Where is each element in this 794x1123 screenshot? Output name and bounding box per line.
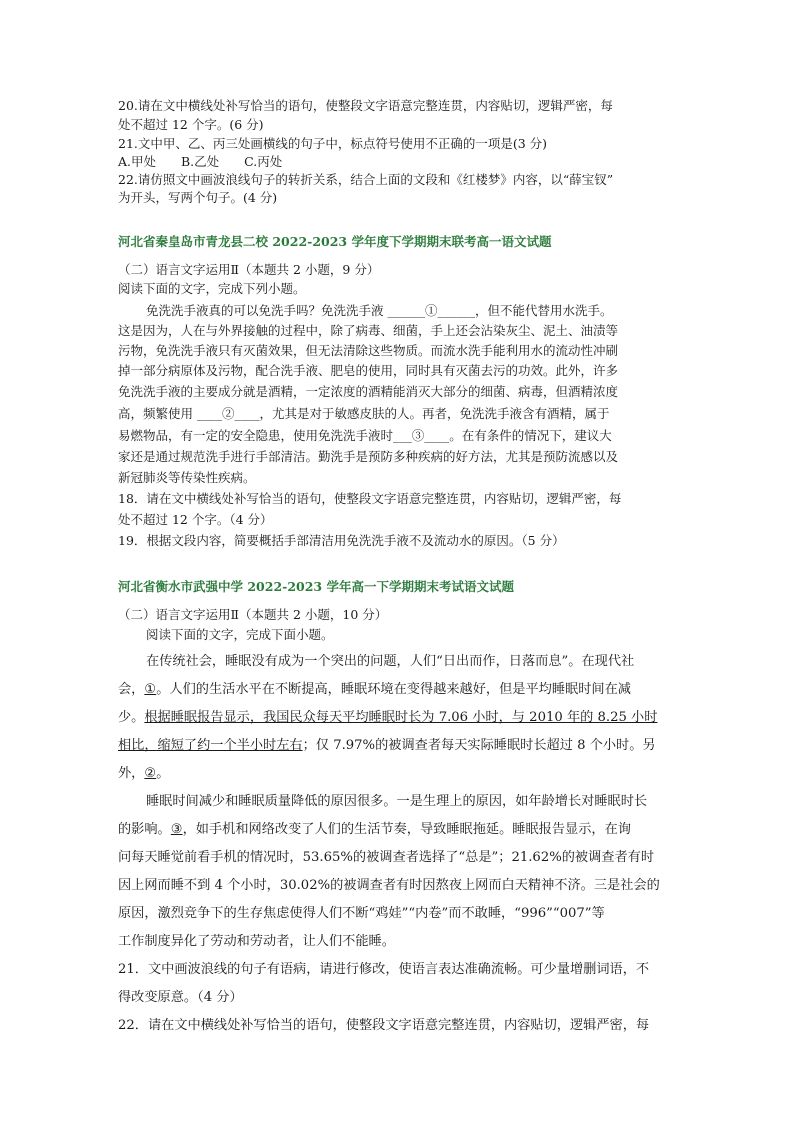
passage-line: 原因，激烈竞争下的生存焦虑使得人们不断“鸡娃”“内卷”而不敢睡，“996”“007”等: [118, 906, 605, 921]
question-20-line-1: 20.请在文中横线处补写恰当的语句，使整段文字语意完整连贯，内容贴切，逻辑严密，每: [118, 98, 613, 113]
passage-line: 新冠肺炎等传染性疾病。: [118, 470, 256, 485]
question-19: 19．根据文段内容，简要概括手部清洁用免洗洗手液不及流动水的原因。（5 分）: [118, 533, 565, 548]
exam-title-qinhuangdao: 河北省秦皇岛市青龙县二校 2022-2023 学年度下学期期末联考高一语文试题: [118, 234, 552, 249]
exam-title-hengshui: 河北省衡水市武强中学 2022-2023 学年高一下学期期末考试语文试题: [118, 579, 514, 594]
blank-2: ②: [144, 766, 157, 781]
passage-line: 家还是通过规范洗手进行手部清洁。勤洗手是预防多种疾病的好方法，尤其是预防流感以及: [118, 449, 619, 464]
question-20-line-2: 处不超过 12 个字。(6 分): [118, 117, 264, 132]
passage-line: 问每天睡觉前看手机的情况时，53.65%的被调查者选择了“总是”；21.62%的被调查者有时: [118, 850, 655, 865]
question-22-line-1: 22.请仿照文中画波浪线句子的转折关系，结合上面的文段和《红楼梦》内容，以“薛宝钗”: [118, 172, 614, 187]
passage-line: 高，频繁使用 ____②____，尤其是对于敏感皮肤的人。再者，免洗洗手液含有酒精，属于: [118, 406, 610, 421]
passage-line: 外，②。: [118, 764, 169, 784]
passage-line: 污物，免洗洗手液只有灭菌效果，但无法清除这些物质。而流水洗手能利用水的流动性冲刷: [118, 343, 619, 358]
passage-line: 掉一部分病原体及污物，配合洗手液、肥皂的使用，同时具有灭菌去污的功效。此外，许多: [118, 363, 619, 378]
passage-line: 睡眠时间减少和睡眠质量降低的原因很多。一是生理上的原因，如年龄增长对睡眠时长: [146, 794, 648, 809]
question-21-options: A.甲处 B.乙处 C.丙处: [118, 154, 283, 169]
passage-line: 会，①。人们的生活水平在不断提高，睡眠环境在变得越来越好，但是平均睡眠时间在减: [118, 680, 631, 700]
passage-line: 免洗洗手液的主要成分就是酒精，一定浓度的酒精能消灭大部分的细菌、病毒，但酒精浓度: [118, 384, 619, 399]
question-21: 21.文中甲、乙、丙三处画横线的句子中，标点符号使用不正确的一项是(3 分): [118, 136, 548, 151]
blank-1: ①: [144, 682, 157, 697]
reading-instruction: 阅读下面的文字，完成下列小题。: [118, 281, 306, 296]
passage-line: 易燃物品，有一定的安全隐患，使用免洗洗手液时___③____。在有条件的情况下，建议大: [118, 428, 612, 443]
passage-line: 这是因为，人在与外界接触的过程中，除了病毒、细菌，手上还会沾染灰尘、泥土、油渍等: [118, 323, 619, 338]
section-heading: （二）语言文字运用Ⅱ（本题共 2 小题，9 分）: [118, 262, 380, 277]
passage-line: 因上网而睡不到 4 个小时，30.02%的被调查者有时因熬夜上网而白天精神不济。三是社会的: [118, 878, 660, 893]
passage-line: 的影响。③，如手机和网络改变了人们的生活节奏，导致睡眠拖延。睡眠报告显示，在询: [118, 820, 631, 840]
question-21-line-2: 得改变原意。（4 分）: [118, 990, 243, 1005]
blank-3: ③: [170, 822, 183, 837]
question-18-line-2: 处不超过 12 个字。（4 分）: [118, 512, 273, 527]
passage-line: 免洗洗手液真的可以免洗手吗？免洗洗手液 ______①______，但不能代替用水洗手。: [146, 303, 613, 318]
question-18-line-1: 18．请在文中横线处补写恰当的语句，使整段文字语意完整连贯，内容贴切，逻辑严密，每: [118, 491, 622, 506]
passage-line: 工作制度异化了劳动和劳动者，让人们不能睡。: [118, 934, 395, 949]
wavy-underlined-sentence: 相比，缩短了约一个半小时左右: [118, 738, 303, 753]
question-22: 22．请在文中横线处补写恰当的语句，使整段文字语意完整连贯，内容贴切，逻辑严密，每: [118, 1018, 650, 1033]
passage-line: 少。根据睡眠报告显示，我国民众每天平均睡眠时长为 7.06 小时，与 2010 年的 8.25 小时: [118, 710, 658, 725]
passage-line: 相比，缩短了约一个半小时左右；仅 7.97%的被调查者每天实际睡眠时长超过 8 个小时。另: [118, 738, 656, 753]
reading-instruction: 阅读下面的文字，完成下面小题。: [146, 627, 334, 642]
section-heading: （二）语言文字运用Ⅱ（本题共 2 小题，10 分）: [118, 607, 388, 622]
question-22-line-2: 为开头，写两个句子。(4 分): [118, 190, 278, 205]
passage-line: 在传统社会，睡眠没有成为一个突出的问题，人们“日出而作，日落而息”。在现代社: [146, 654, 635, 669]
wavy-underlined-sentence: 根据睡眠报告显示，我国民众每天平均睡眠时长为 7.06 小时，与 2010 年的 8.25 小时: [144, 710, 658, 725]
question-21-line-1: 21．文中画波浪线的句子有语病，请进行修改，使语言表达准确流畅。可少量增删词语，不: [118, 962, 650, 977]
